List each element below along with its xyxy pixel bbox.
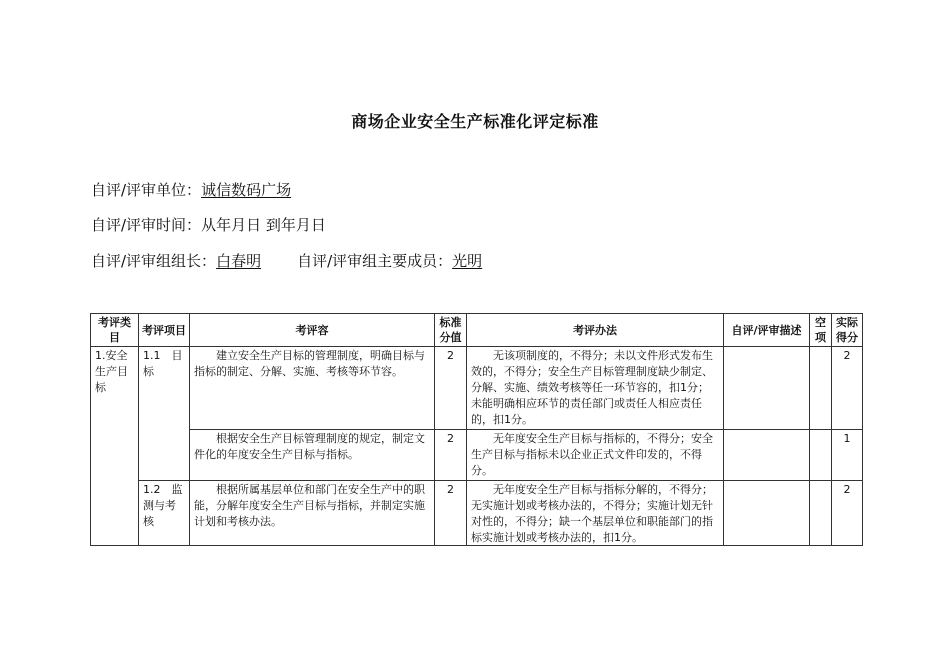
blank-cell <box>810 430 832 481</box>
members-label: 自评/评审组主要成员： <box>297 252 453 270</box>
leader-value: 白春明 <box>216 252 262 270</box>
method-cell: 无该项制度的，不得分；未以文件形式发布生效的，不得分；安全生产目标管理制度缺少制定、分解、实施、绩效考核等任一环节容的，扣1分；未能明确相应环节的责任部门或责任人相应责任的，扣1分。 <box>467 347 724 430</box>
blank-cell <box>810 481 832 546</box>
desc-cell <box>724 430 810 481</box>
meta-team <box>91 251 482 271</box>
table-row <box>91 481 863 546</box>
header-actual: 实际得分 <box>832 314 863 347</box>
method-text: 无年度安全生产目标与指标分解的，不得分；无实施计划或考核办法的，不得分；实施计划无针对性的，不得分；缺一个基层单位和职能部门的指标实施计划或考核办法的，扣1分。 <box>471 483 713 544</box>
actual-score-cell: 1 <box>832 430 863 481</box>
content-cell: 根据安全生产目标管理制度的规定，制定文件化的年度安全生产目标与指标。 <box>190 430 435 481</box>
header-score: 标准分值 <box>435 314 467 347</box>
actual-score-cell: 2 <box>832 347 863 430</box>
content-cell: 建立安全生产目标的管理制度，明确目标与指标的制定、分解、实施、考核等环节容。 <box>190 347 435 430</box>
desc-cell <box>724 347 810 430</box>
meta-unit <box>91 180 291 200</box>
time-value: 从年月日 到年月日 <box>201 216 326 234</box>
content-cell: 根据所属基层单位和部门在安全生产中的职能，分解年度安全生产目标与指标，并制定实施计划和考核办法。 <box>190 481 435 546</box>
time-label: 自评/评审时间： <box>91 216 202 234</box>
meta-time <box>91 215 326 235</box>
unit-label: 自评/评审单位： <box>91 181 202 199</box>
table-row <box>91 347 863 430</box>
table-row <box>91 430 863 481</box>
document-title: 商场企业安全生产标准化评定标准 <box>351 112 599 131</box>
method-cell: 无年度安全生产目标与指标的，不得分；安全生产目标与指标未以企业正式文件印发的，不得分。 <box>467 430 724 481</box>
header-item: 考评项目 <box>139 314 190 347</box>
leader-label: 自评/评审组组长： <box>91 252 217 270</box>
desc-cell <box>724 481 810 546</box>
item-cell: 1.1 目标 <box>139 347 190 481</box>
category-cell: 1.安全生产目标 <box>91 347 139 546</box>
blank-cell <box>810 347 832 430</box>
header-method: 考评办法 <box>467 314 724 347</box>
header-blank: 空项 <box>810 314 832 347</box>
header-category: 考评类目 <box>91 314 139 347</box>
item-cell: 1.2 监测与考核 <box>139 481 190 546</box>
score-cell: 2 <box>435 481 467 546</box>
table-header-row <box>91 314 863 347</box>
score-cell: 2 <box>435 430 467 481</box>
method-cell <box>467 481 724 546</box>
evaluation-table <box>90 313 863 546</box>
actual-score-cell: 2 <box>832 481 863 546</box>
header-desc: 自评/评审描述 <box>724 314 810 347</box>
header-content: 考评容 <box>190 314 435 347</box>
members-value: 光明 <box>452 252 483 270</box>
score-cell: 2 <box>435 347 467 430</box>
unit-value: 诚信数码广场 <box>201 181 292 199</box>
